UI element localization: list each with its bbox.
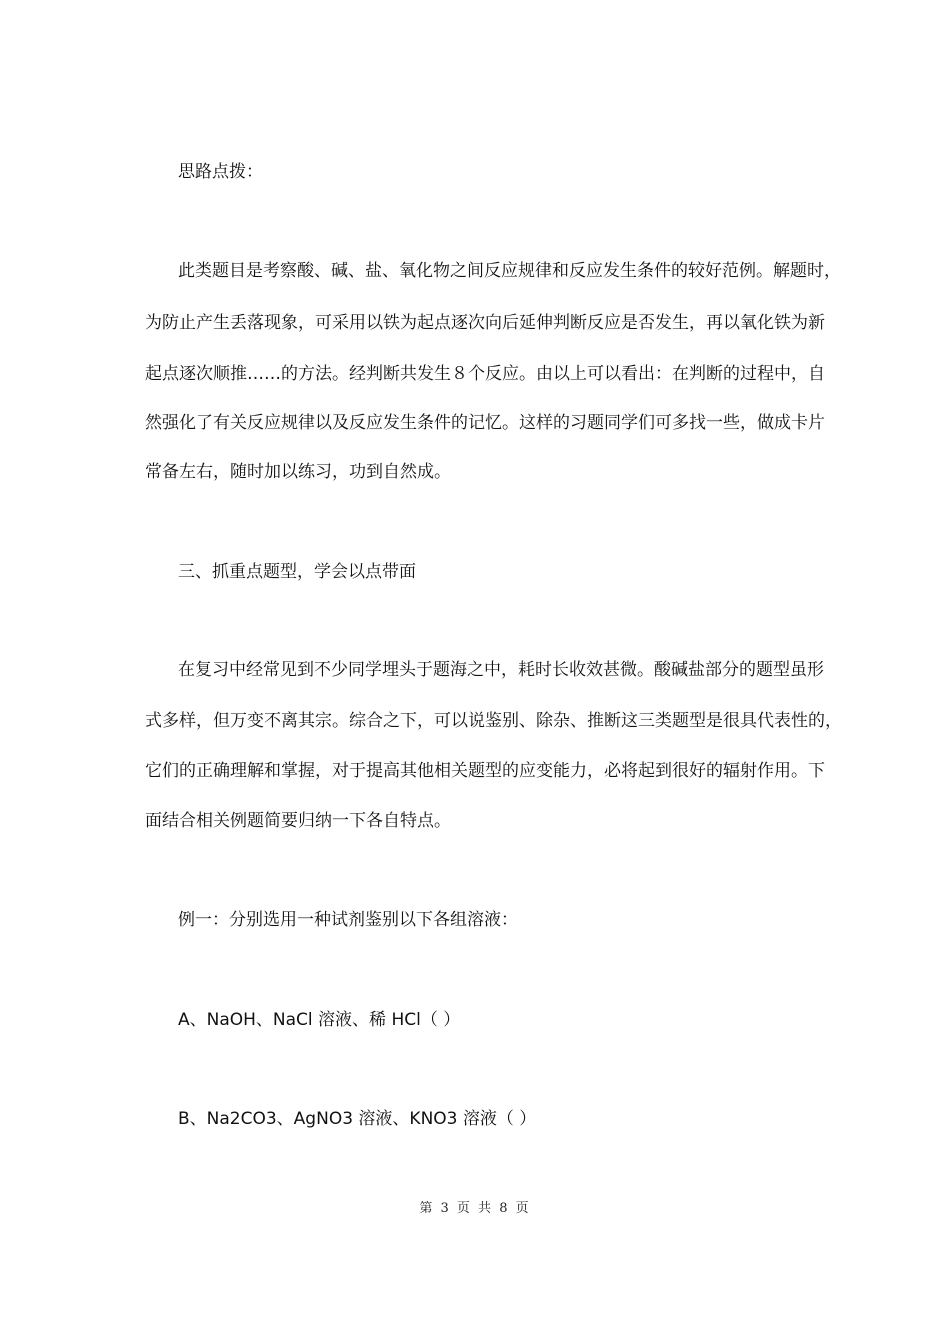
- paragraph-line: 面结合相关例题简要归纳一下各自特点。: [145, 811, 451, 831]
- paragraph-line: 式多样，但万变不离其宗。综合之下，可以说鉴别、除杂、推断这三类题型是很具代表性的，: [145, 711, 842, 731]
- paragraph-line: 常备左右，随时加以练习，功到自然成。: [145, 462, 451, 482]
- option-b: B、Na2CO3、AgNO3 溶液、KNO3 溶液（ ）: [178, 1109, 537, 1129]
- paragraph-line: 此类题目是考察酸、碱、盐、氧化物之间反应规律和反应发生条件的较好范例。解题时，: [178, 261, 841, 281]
- paragraph-line: 然强化了有关反应规律以及反应发生条件的记忆。这样的习题同学们可多找一些，做成卡片: [145, 413, 825, 433]
- section-heading: 三、抓重点题型，学会以点带面: [178, 562, 416, 582]
- page-number-footer: 第 3 页 共 8 页: [419, 1201, 531, 1216]
- hint-heading: 思路点拨：: [178, 162, 263, 182]
- option-a: A、NaOH、NaCl 溶液、稀 HCl（ ）: [178, 1010, 461, 1030]
- paragraph-line: 它们的正确理解和掌握，对于提高其他相关题型的应变能力，必将起到很好的辐射作用。下: [145, 761, 825, 781]
- example-title: 例一：分别选用一种试剂鉴别以下各组溶液：: [178, 910, 518, 930]
- paragraph-line: 为防止产生丢落现象，可采用以铁为起点逐次向后延伸判断反应是否发生，再以氧化铁为新: [145, 313, 825, 333]
- paragraph-line: 起点逐次顺推……的方法。经判断共发生８个反应。由以上可以看出：在判断的过程中，自: [145, 364, 825, 384]
- paragraph-line: 在复习中经常见到不少同学埋头于题海之中，耗时长收效甚微。酸碱盐部分的题型虽形: [178, 660, 824, 680]
